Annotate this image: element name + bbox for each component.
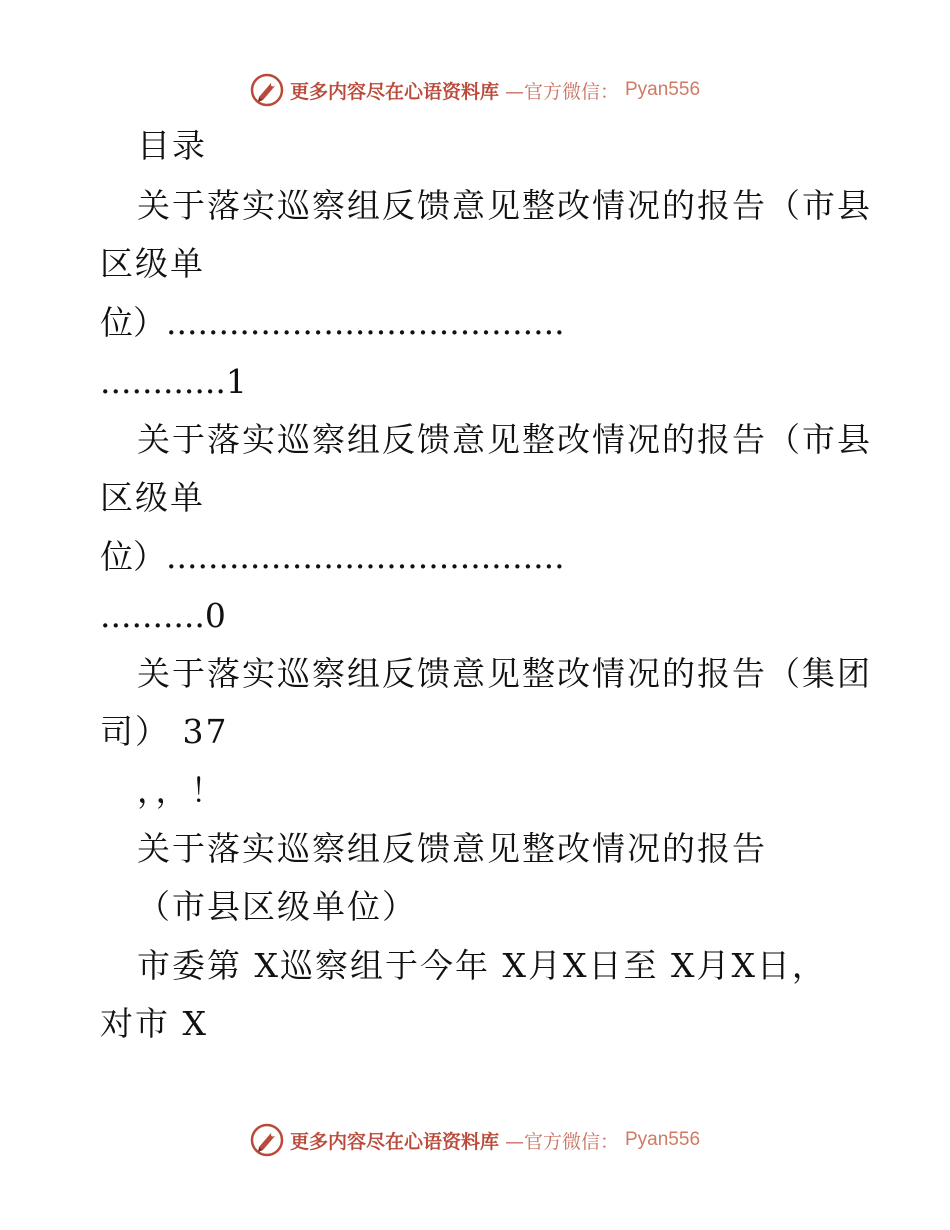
watermark-main-text: 更多内容尽在心语资料库 xyxy=(289,1130,499,1153)
toc-entry-2-leader: 位）...................................... xyxy=(100,537,565,576)
toc-entry-1-leader: 位）...................................... xyxy=(100,303,565,342)
footer-watermark xyxy=(0,1120,950,1160)
watermark-main-text: 更多内容尽在心语资料库 xyxy=(289,80,499,103)
watermark-separator-text: —官方微信： xyxy=(504,1130,619,1153)
report-title: 关于落实巡察组反馈意见整改情况的报告 xyxy=(137,829,767,868)
header-watermark xyxy=(0,70,950,110)
body-paragraph-line-2: 对市 X xyxy=(100,1004,208,1043)
toc-entry-2-line-1: 关于落实巡察组反馈意见整改情况的报告（市县 xyxy=(137,420,872,459)
toc-entry-1-line-1: 关于落实巡察组反馈意见整改情况的报告（市县 xyxy=(137,186,872,225)
toc-entry-2-page: ..........0 xyxy=(100,596,226,635)
toc-heading: 目录 xyxy=(137,126,207,165)
watermark-id-text: Pyan556 xyxy=(625,79,701,100)
toc-entry-1-line-2: 区级单 xyxy=(100,244,205,283)
pen-logo-icon xyxy=(250,1123,284,1157)
toc-entry-1-page: ............1 xyxy=(100,362,247,401)
toc-entry-3-line-1: 关于落实巡察组反馈意见整改情况的报告（集团 xyxy=(137,654,872,693)
toc-entry-2-line-2: 区级单 xyxy=(100,478,205,517)
body-paragraph-line-1: 市委第 X巡察组于今年 X月X日至 X月X日， xyxy=(137,946,827,985)
toc-entry-3-line-2: 司） 37 xyxy=(100,712,229,751)
watermark-id-text: Pyan556 xyxy=(625,1129,701,1150)
pen-logo-icon xyxy=(250,73,284,107)
punctuation-line: ，，！ xyxy=(137,771,226,810)
watermark-separator-text: —官方微信： xyxy=(504,80,619,103)
report-subtitle: （市县区级单位） xyxy=(137,887,417,926)
